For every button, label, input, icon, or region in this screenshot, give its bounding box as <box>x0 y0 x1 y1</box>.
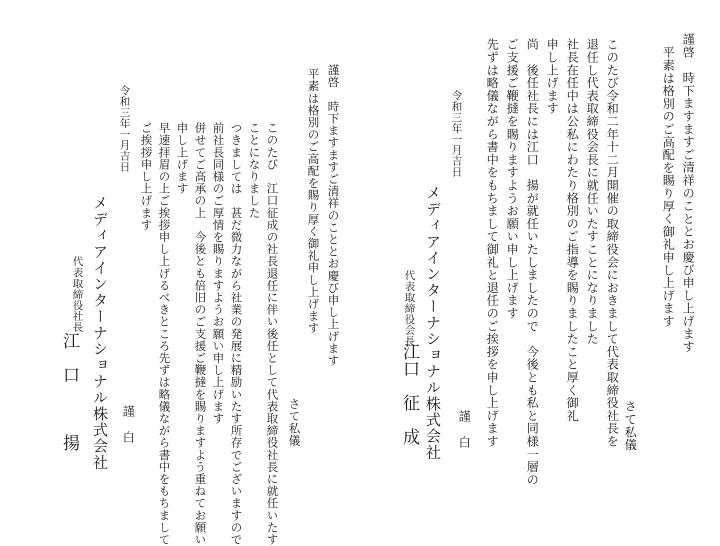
letter-body-line: 社長在任中は公私にわたり格別のご指導を賜りましたこと厚く御礼 <box>565 38 580 422</box>
signer-name: 江 口 揚 <box>59 332 79 451</box>
letter-body-line: 退任し代表取締役会長に就任いたすことになりました <box>585 38 600 346</box>
letter-opening: 謹啓 時下ますますご清祥のこととお慶び申し上げます <box>326 64 341 367</box>
letter-body-line: 併せてご高承の上 今後とも倍旧のご支援ご鞭撻を賜りますよう重ねてお願い <box>193 122 208 546</box>
letter-greeting: 平素は格別のご高配を賜り厚く御礼申し上げます <box>306 68 321 335</box>
letter-body-line: 申し上げます <box>175 122 190 195</box>
signer-title: 代表取締役会長 <box>403 270 416 347</box>
letter-body-line: 先ずは略儀ながら書中をもちまして御礼と退任のご挨拶を申し上げます <box>485 38 500 448</box>
letter-body-line: このたび 江口征成の社長退任に伴い後任として代表取締役社長に就任いたす <box>265 122 280 546</box>
letter-lead-in: さて私儀 <box>287 398 302 447</box>
letter-body-line: ご支援ご鞭撻を賜りますようお願い申し上げます <box>505 38 520 320</box>
letter-date: 令和三年一月吉日 <box>450 90 463 178</box>
company-name: メディアインターナショナル株式会社 <box>91 195 109 471</box>
letter-closing: 謹 白 <box>457 410 472 449</box>
letter-closing: 謹 白 <box>121 405 136 444</box>
company-name: メディアインターナショナル株式会社 <box>424 185 442 461</box>
letter-body-line: 尚 後任社長には江口 揚が就任いたしましたので 今後とも私と同様一層の <box>525 38 540 486</box>
letter-body-line: 申し上げます <box>545 38 560 115</box>
signer-name: 江口 征 成 <box>399 343 419 445</box>
letter-opening: 謹啓 時下ますますご清祥のこととお慶び申し上げます <box>681 33 696 353</box>
letter-greeting: 平素は格別のご高配を賜り厚く御礼申し上げます <box>661 46 676 328</box>
letter-lead-in: さて私儀 <box>623 400 638 452</box>
letter-date: 令和三年一月吉日 <box>118 85 131 173</box>
letter-body-line: 前社長同様のご厚情を賜りますようお願い申し上げます <box>211 122 226 425</box>
letter-body-line: ご挨拶申し上げます <box>139 122 154 231</box>
letter-body-line: ことになりました <box>247 122 262 219</box>
signer-title: 代表取締役社長 <box>71 256 84 333</box>
letter-body-line: つきましては 甚だ微力ながら社業の発展に精励いたす所存でございますので <box>229 122 244 546</box>
chairman-letter <box>360 0 720 527</box>
letter-body-line: このたび令和二年十二月開催の取締役会におきまして代表取締役社長を <box>605 38 620 448</box>
letter-body-line: 早速拝眉の上ご挨拶申し上げるべきところ先ずは略儀ながら書中をもちまして <box>157 122 172 546</box>
